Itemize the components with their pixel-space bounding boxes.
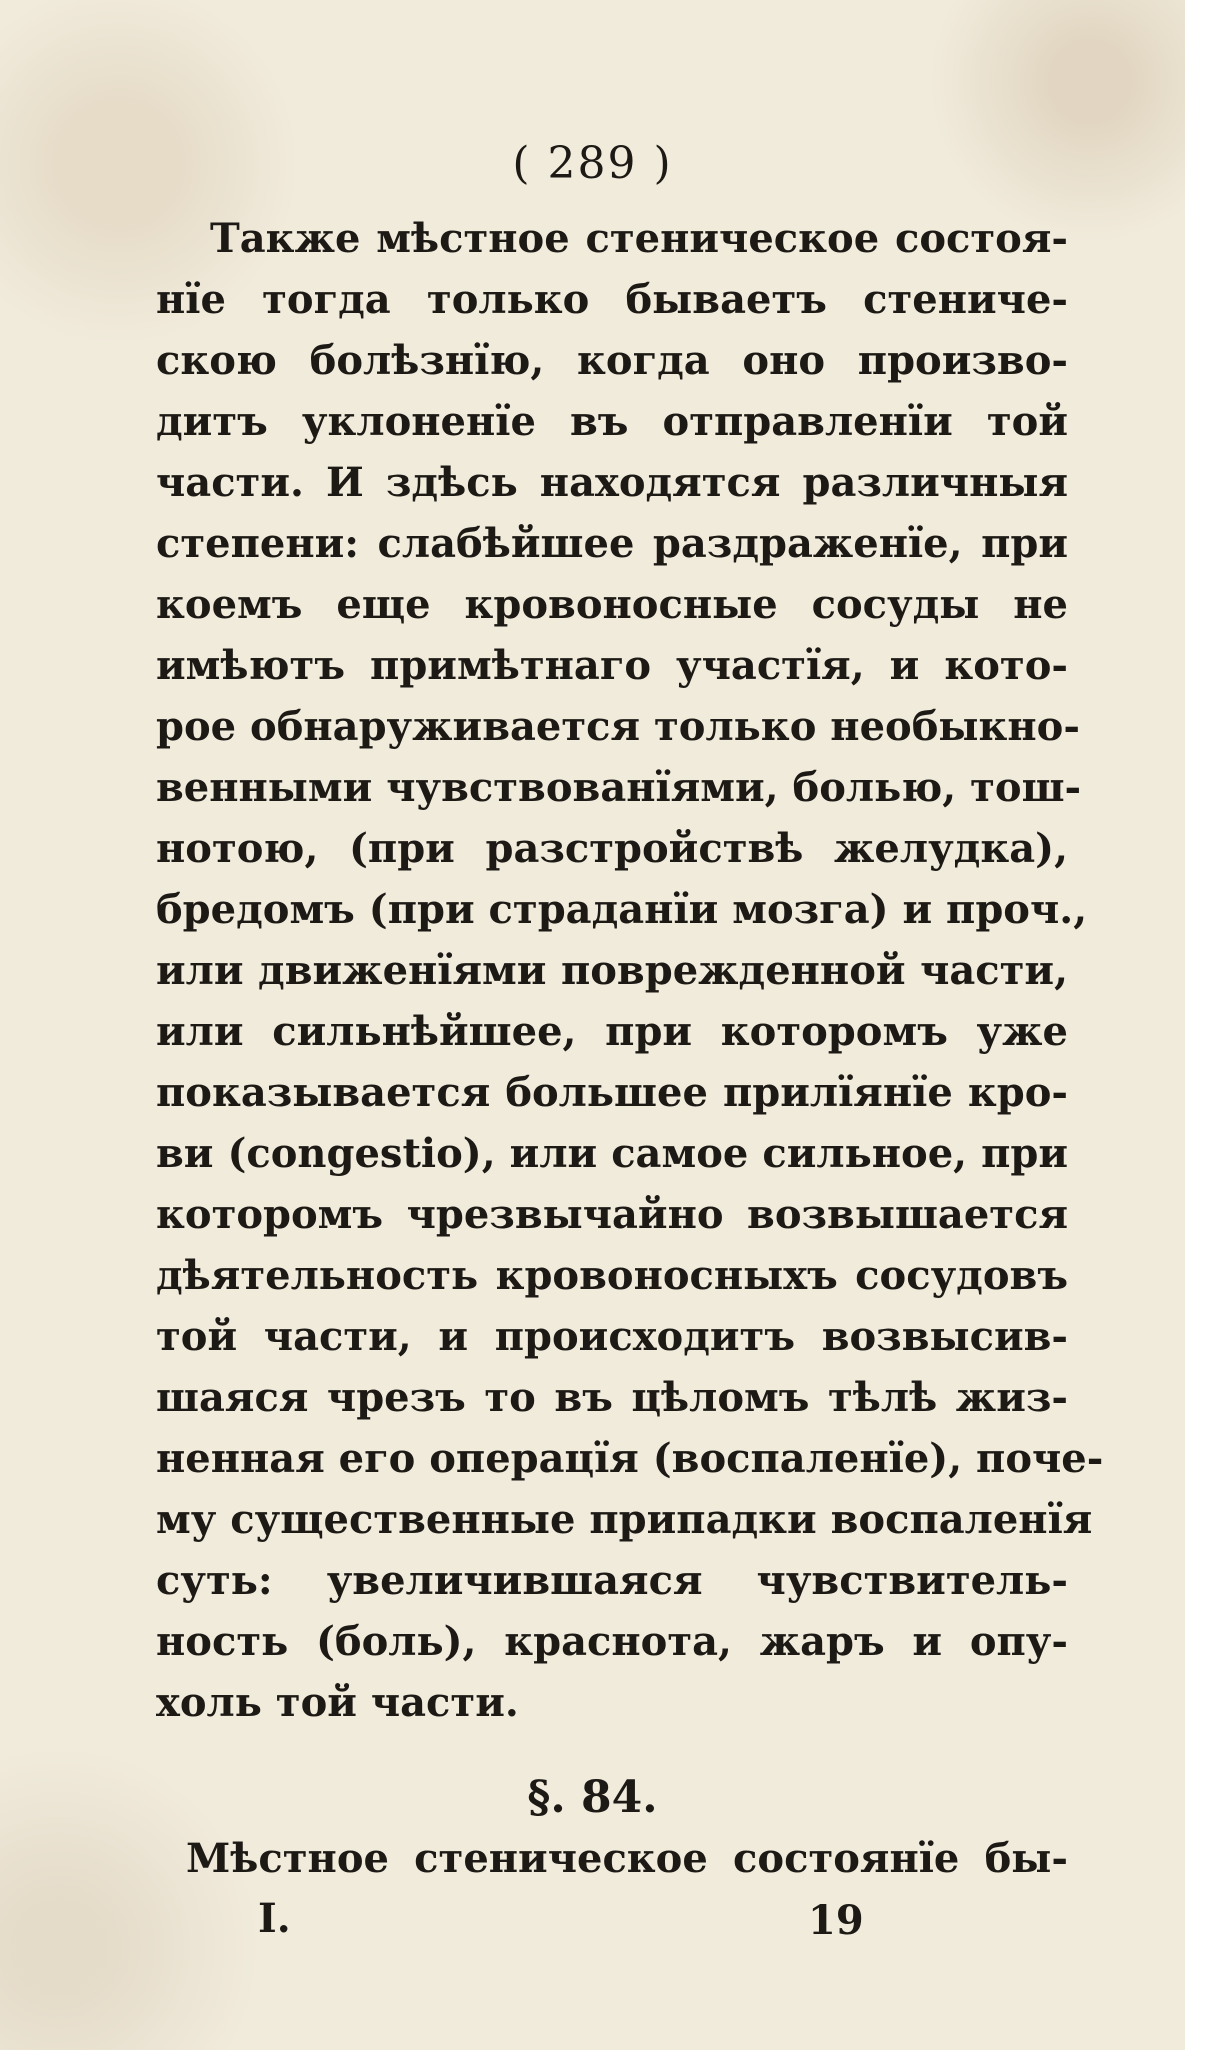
text-line: показывается большее прилїянїе кро- <box>156 1069 1068 1116</box>
text-line: дитъ уклоненїе въ отправленїи той <box>156 398 1068 445</box>
text-line: рое обнаруживается только необыкно- <box>156 703 1080 750</box>
text-line: скою болѣзнїю, когда оно произво- <box>156 337 1068 384</box>
text-line: степени: слабѣйшее раздраженїе, при <box>156 520 1068 567</box>
text-line: или сильнѣйшее, при которомъ уже <box>156 1008 1068 1055</box>
text-line: части. И здѣсь находятся различныя <box>156 459 1068 506</box>
text-line: нїе тогда только бываетъ стениче- <box>156 276 1068 323</box>
text-line: ненная его операцїя (воспаленїе), поче- <box>156 1435 1104 1482</box>
text-line: или движенїями поврежденной части, <box>156 947 1068 994</box>
next-paragraph-line: Мѣстное стеническое состоянїе бы- <box>186 1835 1068 1882</box>
text-line: суть: увеличившаяся чувствитель- <box>156 1557 1068 1604</box>
text-line: венными чувствованїями, болью, тош- <box>156 764 1082 811</box>
text-line: холь той части. <box>156 1679 519 1726</box>
signature-mark: I. <box>258 1895 291 1942</box>
text-line: шаяся чрезъ то въ цѣломъ тѣлѣ жиз- <box>156 1374 1068 1421</box>
page-number: ( 289 ) <box>512 138 673 189</box>
body-text <box>156 208 1104 1733</box>
text-line: той части, и происходитъ возвысив- <box>156 1313 1068 1360</box>
page-edge <box>1185 0 1210 2050</box>
text-line: Также мѣстное стеническое состоя- <box>210 215 1068 262</box>
text-line: имѣютъ примѣтнаго участїя, и кото- <box>156 642 1068 689</box>
text-line: бредомъ (при страданїи мозга) и проч., <box>156 886 1088 933</box>
text-line: нотою, (при разстройствѣ желудка), <box>156 825 1068 872</box>
text-line: коемъ еще кровоносные сосуды не <box>156 581 1068 628</box>
section-heading: §. 84. <box>527 1772 658 1823</box>
text-line: му существенные припадки воспаленїя <box>156 1496 1093 1543</box>
text-line: дѣятельность кровоносныхъ сосудовъ <box>156 1252 1068 1299</box>
text-line: которомъ чрезвычайно возвышается <box>156 1191 1068 1238</box>
text-line: ви (congestio), или самое сильное, при <box>156 1130 1068 1177</box>
catchword: 19 <box>808 1897 864 1944</box>
text-line: ность (боль), краснота, жаръ и опу- <box>156 1618 1068 1665</box>
